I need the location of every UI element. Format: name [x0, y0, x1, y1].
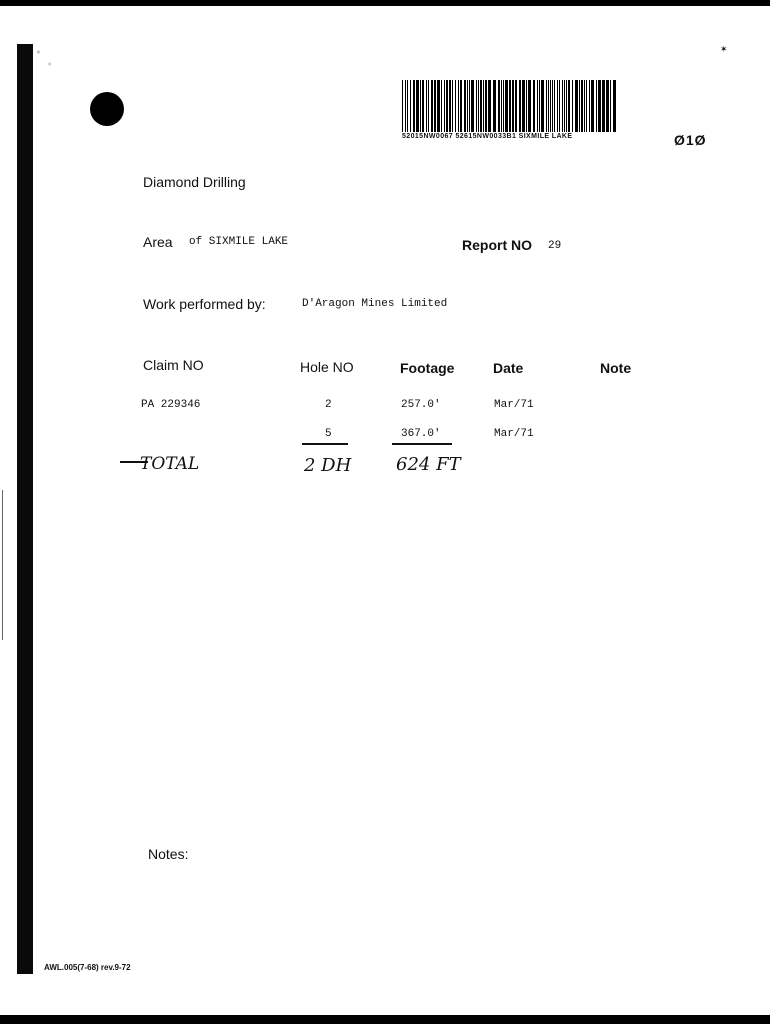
- footage-cell: 367.0': [401, 428, 441, 440]
- scan-top-border: [0, 0, 770, 6]
- total-holes: 2 DH: [304, 455, 352, 476]
- footage-underline: [392, 443, 452, 445]
- hole-cell: 2: [325, 399, 332, 411]
- scan-bottom-border: [0, 1015, 770, 1024]
- notes-label: Notes:: [148, 846, 189, 862]
- hole-underline: [302, 443, 348, 445]
- scan-left-border: [17, 44, 33, 974]
- scan-edge-line: [2, 490, 3, 640]
- report-number: 29: [548, 240, 562, 252]
- barcode-text: 52015NW0067 52615NW0033B1 SIXMILE LAKE: [402, 133, 573, 140]
- header-note: Note: [600, 360, 632, 376]
- hole-cell: 5: [325, 428, 332, 440]
- report-label: Report NO: [462, 237, 532, 253]
- document-number: Ø1Ø: [674, 132, 707, 148]
- date-cell: Mar/71: [494, 428, 534, 440]
- work-value: D'Aragon Mines Limited: [302, 298, 448, 310]
- claim-cell: PA 229346: [141, 399, 201, 411]
- punch-hole-dot: [90, 92, 124, 126]
- corner-mark: ✶: [720, 44, 728, 54]
- form-code: AWL.005(7-68) rev.9-72: [44, 963, 131, 972]
- header-date: Date: [493, 360, 524, 376]
- area-value: of SIXMILE LAKE: [189, 236, 289, 248]
- header-claim: Claim NO: [143, 357, 204, 373]
- work-label: Work performed by:: [143, 296, 266, 312]
- header-footage: Footage: [400, 360, 455, 376]
- barcode: [402, 80, 618, 132]
- area-label: Area: [143, 234, 173, 250]
- scan-specks: [30, 40, 58, 80]
- total-footage: 624 FT: [396, 454, 461, 475]
- total-label: TOTAL: [140, 454, 200, 474]
- date-cell: Mar/71: [494, 399, 534, 411]
- form-title: Diamond Drilling: [143, 174, 246, 190]
- footage-cell: 257.0': [401, 399, 441, 411]
- header-hole: Hole NO: [300, 359, 354, 375]
